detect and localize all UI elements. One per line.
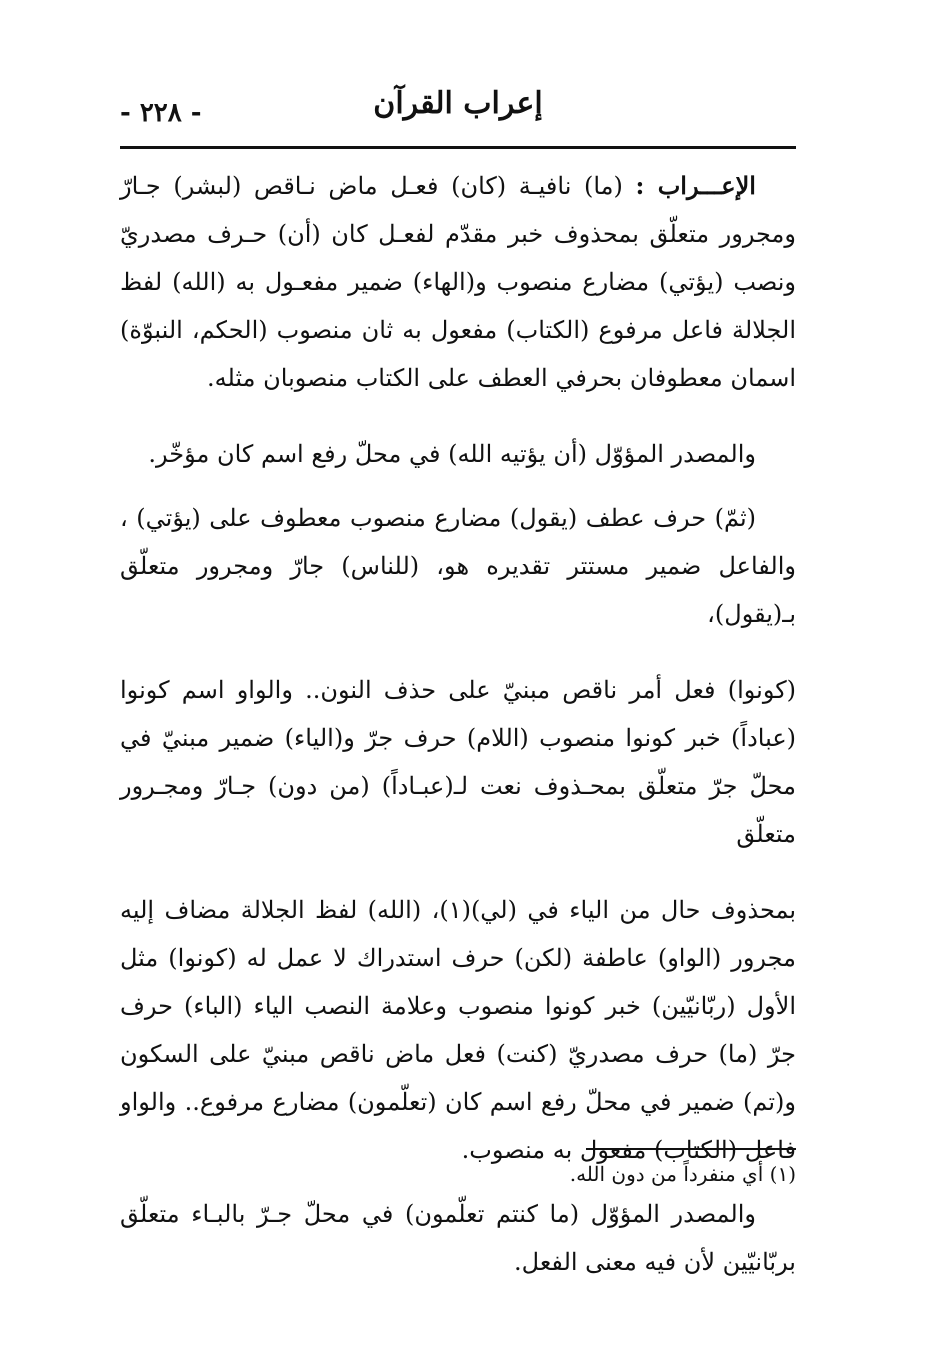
paragraph-irab <box>120 162 796 402</box>
paragraph-masdar-2: والمصدر المؤوّل (ما كنتم تعلّمون) في محلّ جـرّ بالبـاء متعلّق بربّانيّين لأن فيه معنى الفعل. <box>120 1200 796 1276</box>
paragraph-masdar-1: والمصدر المؤوّل (أن يؤتيه الله) في محلّ رفع اسم كان مؤخّر. <box>148 440 756 468</box>
paragraph-kunu: (كونوا) فعل أمر ناقص مبنيّ على حذف النون.. والواو اسم كونوا (عباداً) خبر كونوا منصوب (اللام) حرف جرّ و(الياء) ضمير مبنيّ في محلّ جرّ متعلّق بمحـذوف نعت لـ(عبـاداً) (من دون) جـارّ ومجـرور متعلّق <box>120 676 796 848</box>
footnote-rule <box>586 1148 796 1150</box>
running-title: إعراب القرآن <box>373 86 543 121</box>
irab-text: (ما) نافيـة (كان) فعـل ماض نـاقص (لبشر) جـارّ ومجرور متعلّق بمحذوف خبر مقدّم لفعـل كان (أن) حـرف مصدريّ ونصب (يؤتي) مضارع منصوب و(الهاء) ضمير مفعـول به (الله) لفظ الجلالة فاعل مرفوع (الكتاب) مفعول به ثان منصوب (الحكم، النبوّة) اسمان معطوفان بحرفي العطف على الكتاب منصوبان مثله. <box>120 172 796 392</box>
footnote: (١) أي منفرداً من دون الله. <box>569 1162 796 1186</box>
header-rule <box>120 146 796 149</box>
irab-label: الإعـــراب : <box>635 171 756 200</box>
page-number: - ٢٢٨ - <box>120 98 202 128</box>
paragraph-hal: بمحذوف حال من الياء في (لي)(١)، (الله) لفظ الجلالة مضاف إليه مجرور (الواو) عاطفة (لكن) حرف استدراك لا عمل له (كونوا) مثل الأول (ربّانيّين) خبر كونوا منصوب وعلامة النصب الياء (الباء) حرف جرّ (ما) حرف مصدريّ (كنت) فعل ماض ناقص مبنيّ على السكون و(تم) ضمير في محلّ رفع اسم كان (تعلّمون) مضارع مرفوع.. والواو فاعل (الكتاب) مفعول به منصوب. <box>120 896 796 1164</box>
paragraph-thumma: (ثمّ) حرف عطف (يقول) مضارع منصوب معطوف على (يؤتي) ، والفاعل ضمير مستتر تقديره هو، (للناس) جارّ ومجرور متعلّق بـ(يقول)، <box>120 504 796 628</box>
page-body <box>120 162 796 1302</box>
page-header <box>120 84 796 144</box>
